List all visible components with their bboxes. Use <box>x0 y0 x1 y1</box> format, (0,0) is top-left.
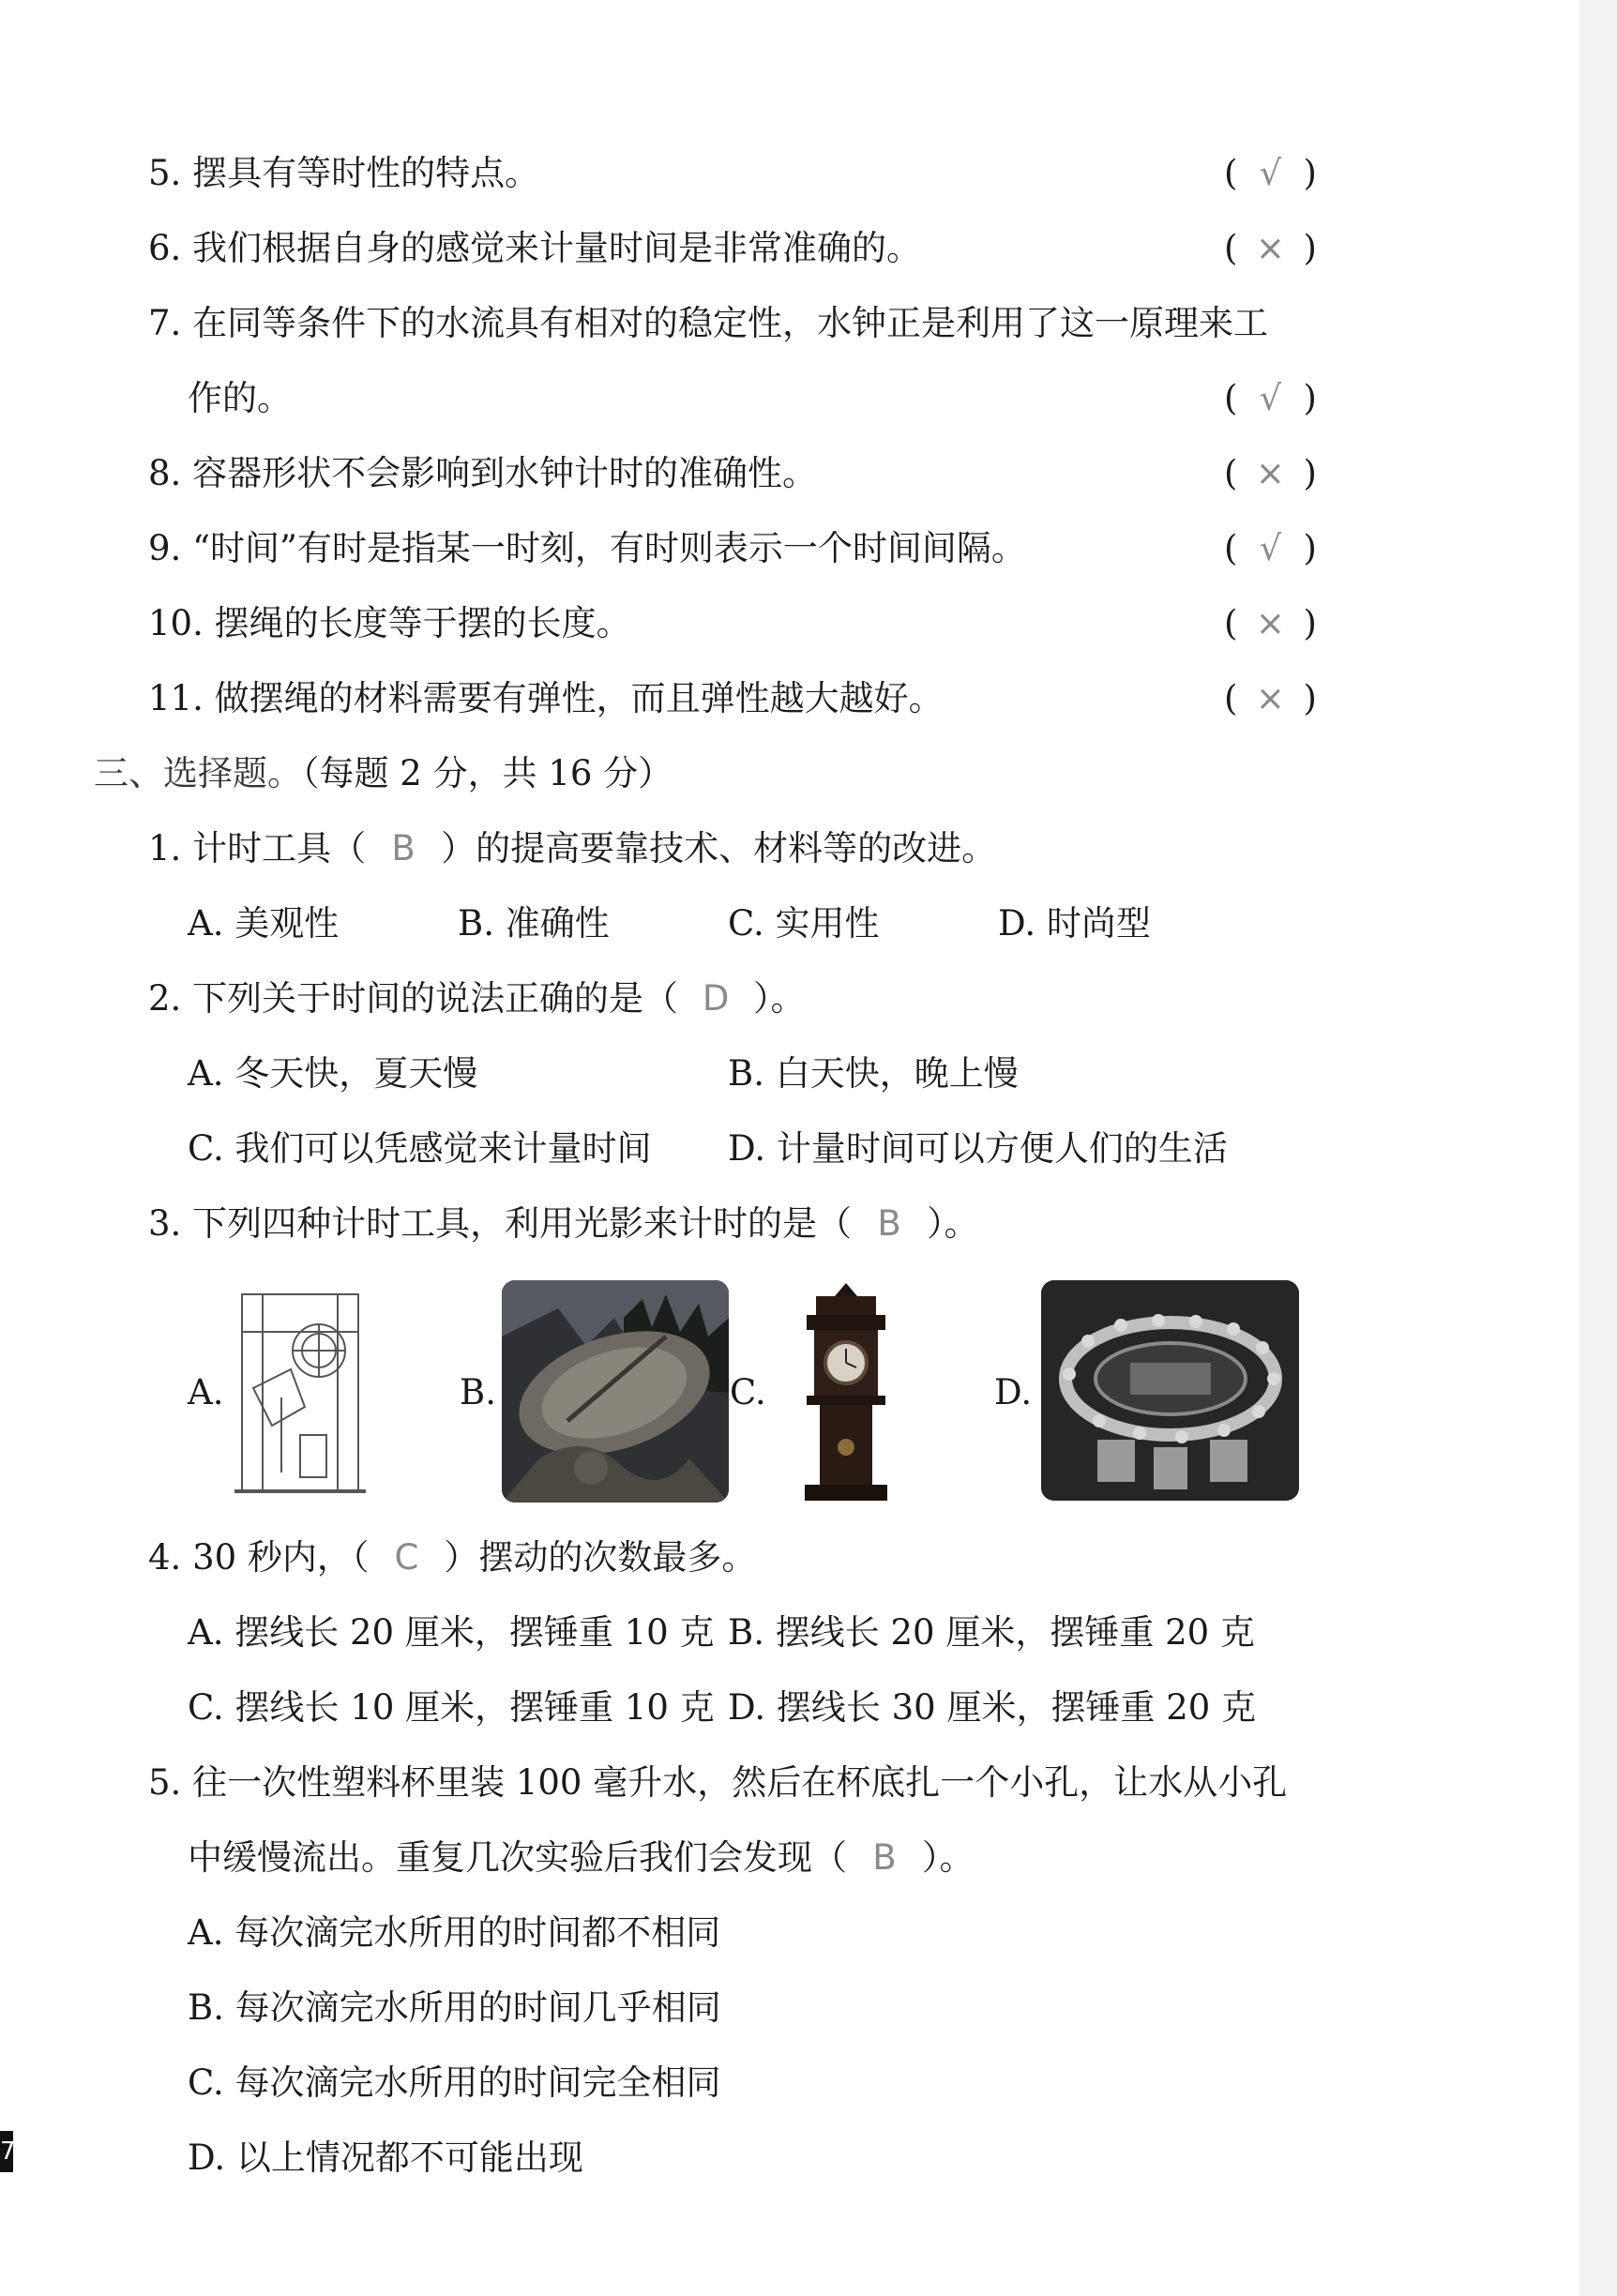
judgement-item-6: 6. 我们根据自身的感觉来计量时间是非常准确的。 <box>148 228 922 268</box>
option-c: C. 实用性 <box>728 903 880 944</box>
answer-mark: × <box>1255 678 1285 718</box>
judgement-item-7-cont: 作的。 <box>188 378 292 418</box>
sundial-photo <box>502 1280 729 1503</box>
judgement-answer-6: ( × ) <box>1224 225 1346 272</box>
page-number: 7 <box>0 2131 13 2172</box>
image-label-b: B. <box>460 1372 496 1412</box>
pendulum-clock-photo <box>788 1283 905 1501</box>
option-a: A. 摆线长 20 厘米，摆锤重 10 克 <box>188 1612 715 1653</box>
answer-mark: × <box>1255 228 1285 268</box>
option-c: C. 我们可以凭感觉来计量时间 <box>188 1128 652 1169</box>
image-label-d: D. <box>994 1372 1033 1412</box>
option-a: A. 冬天快，夏天慢 <box>188 1053 478 1094</box>
atomic-clock-photo <box>1041 1280 1299 1501</box>
answer-mark: C <box>394 1537 419 1578</box>
option-a: A. 每次滴完水所用的时间都不相同 <box>188 1912 721 1953</box>
option-b: B. 摆线长 20 厘米，摆锤重 20 克 <box>728 1612 1255 1653</box>
answer-mark: √ <box>1259 528 1282 568</box>
judgement-item-5: 5. 摆具有等时性的特点。 <box>148 153 540 193</box>
answer-mark: B <box>391 828 416 869</box>
answer-mark: × <box>1255 603 1285 643</box>
question-3: 3. 下列四种计时工具，利用光影来计时的是（ B ）。 <box>148 1201 979 1247</box>
judgement-item-11: 11. 做摆绳的材料需要有弹性，而且弹性越大越好。 <box>148 678 944 718</box>
judgement-item-8: 8. 容器形状不会影响到水钟计时的准确性。 <box>148 453 818 493</box>
answer-mark: √ <box>1259 153 1282 193</box>
judgement-answer-11: ( × ) <box>1224 675 1346 722</box>
image-label-a: A. <box>188 1372 224 1412</box>
answer-mark: D <box>702 978 730 1019</box>
page-edge-shadow <box>1579 0 1617 2296</box>
option-c: C. 每次滴完水所用的时间完全相同 <box>188 2062 721 2103</box>
option-d: D. 摆线长 30 厘米，摆锤重 20 克 <box>728 1687 1257 1728</box>
question-2: 2. 下列关于时间的说法正确的是（ D ）。 <box>148 975 806 1022</box>
option-c: C. 摆线长 10 厘米，摆锤重 10 克 <box>188 1687 715 1728</box>
judgement-answer-8: ( × ) <box>1224 450 1346 497</box>
option-d: D. 时尚型 <box>998 903 1151 944</box>
answer-mark: √ <box>1259 378 1282 418</box>
judgement-answer-10: ( × ) <box>1224 600 1346 647</box>
question-1: 1. 计时工具（ B ）的提高要靠技术、材料等的改进。 <box>148 825 996 872</box>
judgement-answer-7: ( √ ) <box>1224 375 1346 422</box>
answer-mark: × <box>1255 453 1285 493</box>
option-b: B. 每次滴完水所用的时间几乎相同 <box>188 1987 721 2028</box>
judgement-item-7: 7. 在同等条件下的水流具有相对的稳定性，水钟正是利用了这一原理来工 <box>148 303 1269 343</box>
answer-mark: B <box>877 1203 901 1244</box>
option-b: B. 白天快，晚上慢 <box>728 1053 1019 1094</box>
option-b: B. 准确性 <box>458 903 610 944</box>
image-label-c: C. <box>730 1372 766 1412</box>
question-5-cont: 中缓慢流出。重复几次实验后我们会发现（ B ）。 <box>188 1835 975 1881</box>
judgement-item-10: 10. 摆绳的长度等于摆的长度。 <box>148 603 631 643</box>
judgement-answer-9: ( √ ) <box>1224 525 1346 572</box>
question-4: 4. 30 秒内，（ C ）摆动的次数最多。 <box>148 1534 756 1581</box>
option-a: A. 美观性 <box>188 903 340 944</box>
answer-mark: B <box>872 1837 897 1878</box>
question-5: 5. 往一次性塑料杯里装 100 毫升水，然后在杯底扎一个小孔，让水从小孔 <box>148 1762 1288 1803</box>
water-clock-drawing <box>234 1285 366 1496</box>
judgement-item-9: 9. “时间”有时是指某一时刻，有时则表示一个时间间隔。 <box>148 528 1026 568</box>
judgement-answer-5: ( √ ) <box>1224 150 1346 197</box>
section-heading: 三、选择题。（每题 2 分，共 16 分） <box>94 753 673 793</box>
option-d: D. 计量时间可以方便人们的生活 <box>728 1128 1228 1169</box>
option-d: D. 以上情况都不可能出现 <box>188 2137 583 2178</box>
